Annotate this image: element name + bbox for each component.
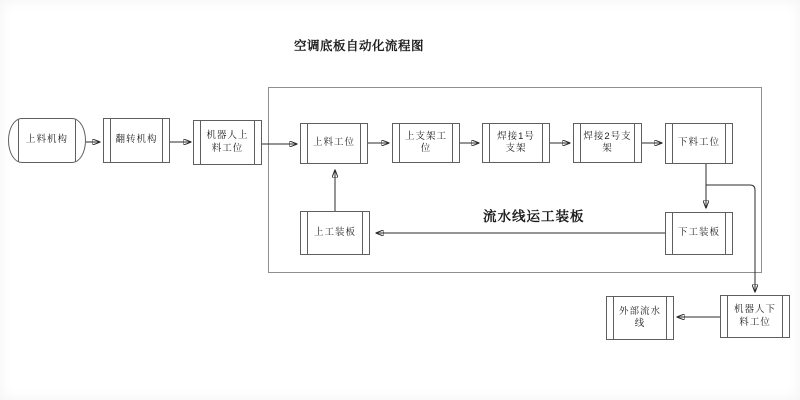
node-label: 焊接2号支架 [583,130,632,154]
node-unloading-station [665,123,733,164]
node-robot-unloading-station [720,295,790,338]
node-loading-mechanism [8,118,86,163]
node-weld-bracket-2 [573,123,642,163]
node-label: 下工装板 [677,227,720,239]
node-label: 机器人上料工位 [206,130,249,154]
node-external-line [606,296,674,340]
node-upper-tooling-plate [300,211,370,255]
node-label: 焊接1号支架 [497,130,535,154]
node-label: 上料工位 [312,137,355,149]
node-label: 机器人下料工位 [733,304,776,328]
node-flip-mechanism [103,118,170,163]
node-label: 外部流水线 [618,305,661,329]
node-label: 上料机构 [25,134,68,146]
node-weld-bracket-1 [482,123,550,163]
node-label: 上支架工位 [404,130,447,154]
flow-line-label: 流水线运工装板 [483,209,585,224]
node-label: 翻转机构 [115,134,158,146]
node-loading-station [300,123,368,164]
node-lower-tooling-plate [665,212,733,255]
node-label: 下料工位 [677,137,720,149]
node-upper-bracket-station [392,123,460,163]
node-label: 上工装板 [313,226,356,238]
diagram-title: 空调底板自动化流程图 [294,39,425,53]
node-robot-loading-station [193,120,262,165]
